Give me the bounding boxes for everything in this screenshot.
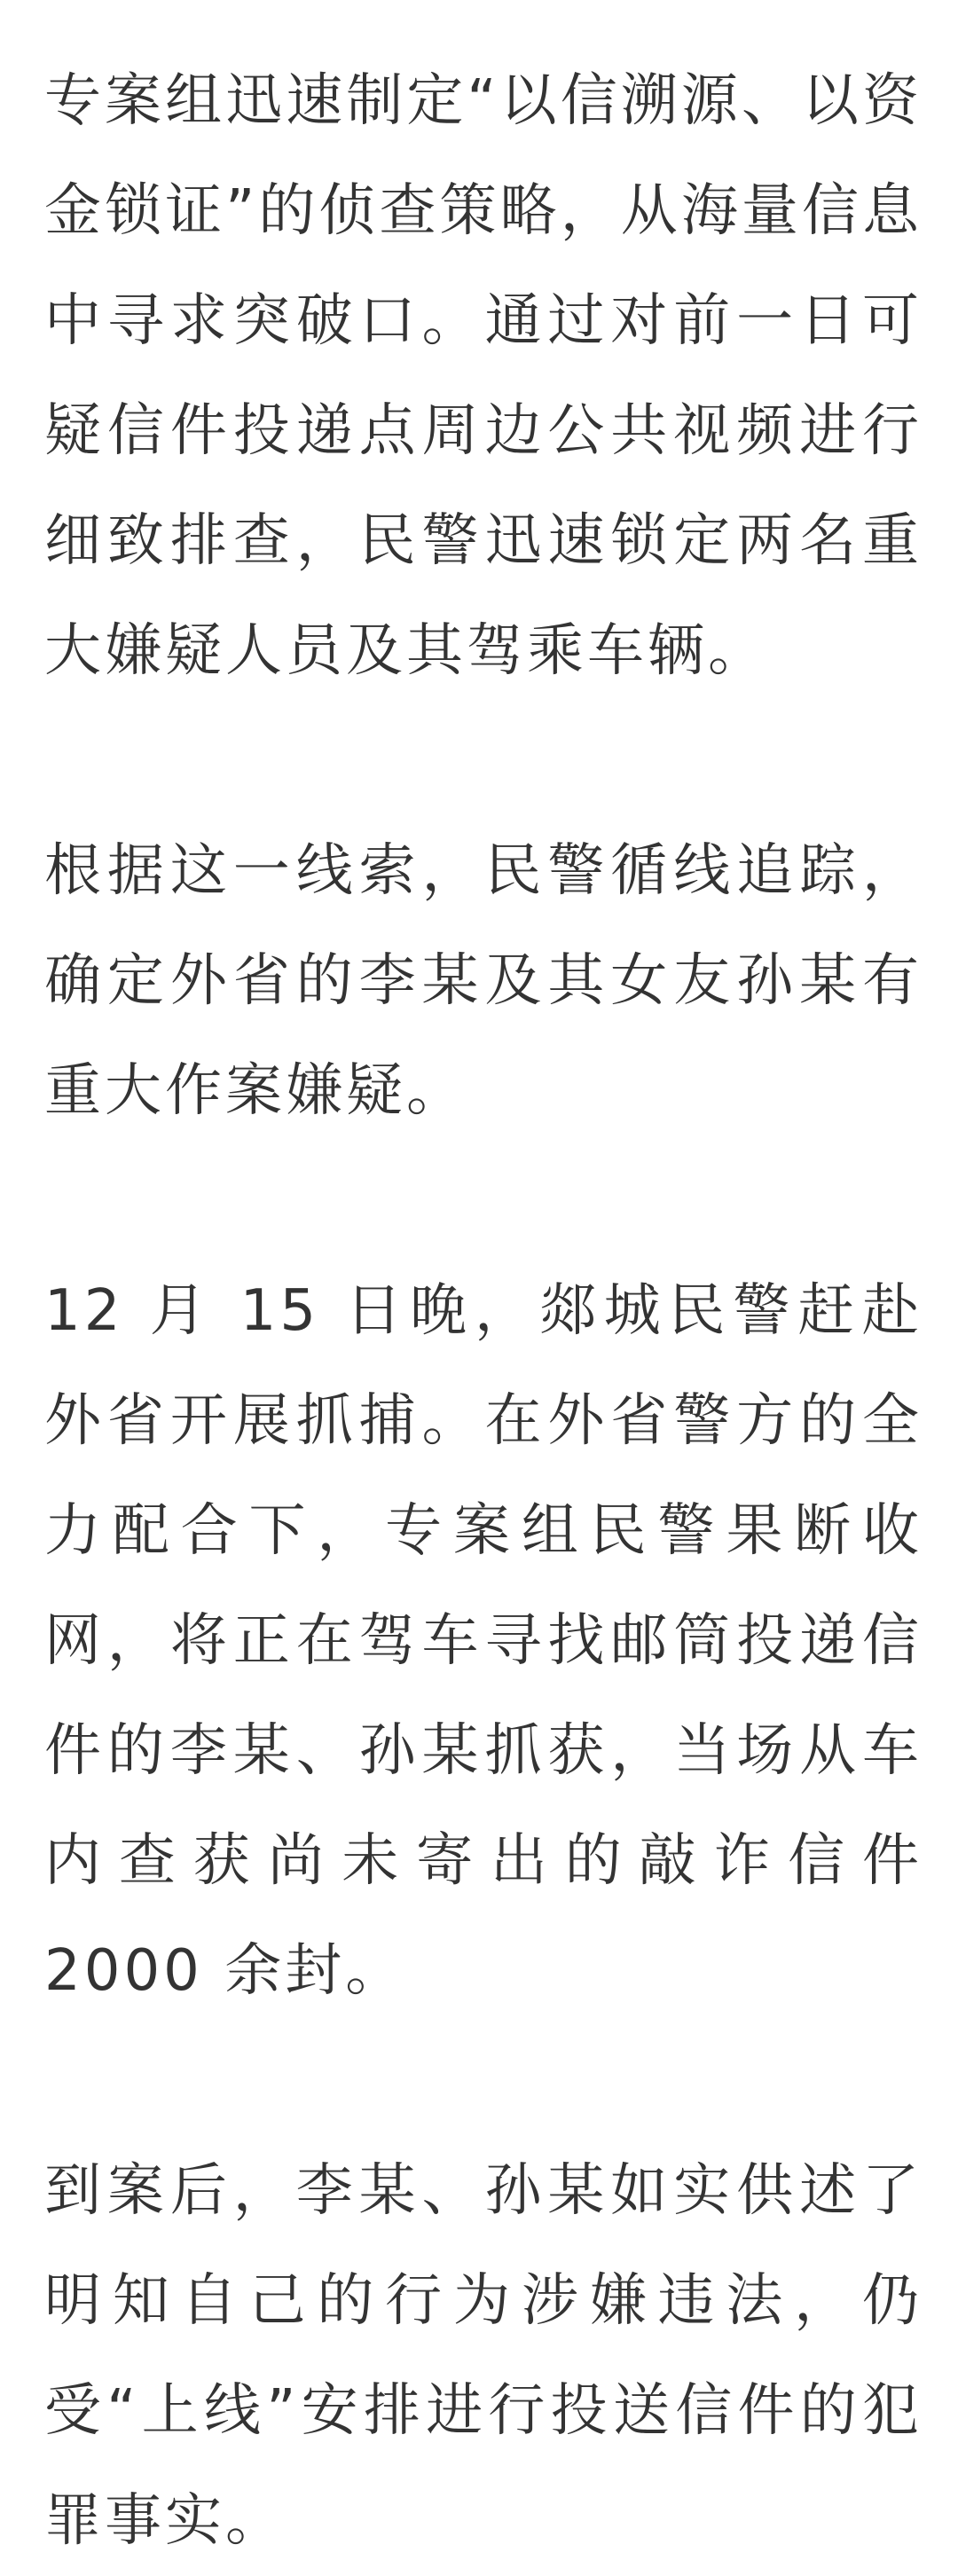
article-body [44,46,923,2576]
article-paragraph: 到案后，李某、孙某如实供述了明知自己的行为涉嫌违法，仍受“上线”安排进行投送信件的犯罪事实。 [44,2158,923,2554]
article-paragraph: 专案组迅速制定“以信溯源、以资金锁证”的侦查策略，从海量信息中寻求突破口。通过对前一日可疑信件投递点周边公共视频进行细致排查，民警迅速锁定两名重大嫌疑人员及其驾乘车辆。 [44,68,923,684]
article-paragraph: 根据这一线索，民警循线追踪，确定外省的李某及其女友孙某有重大作案嫌疑。 [44,838,923,1124]
article-paragraph: 12 月 15 日晚，郯城民警赶赴外省开展抓捕。在外省警方的全力配合下，专案组民警果断收网，将正在驾车寻找邮筒投递信件的李某、孙某抓获，当场从车内查获尚未寄出的敲诈信件 2000 余封。 [44,1278,923,2004]
